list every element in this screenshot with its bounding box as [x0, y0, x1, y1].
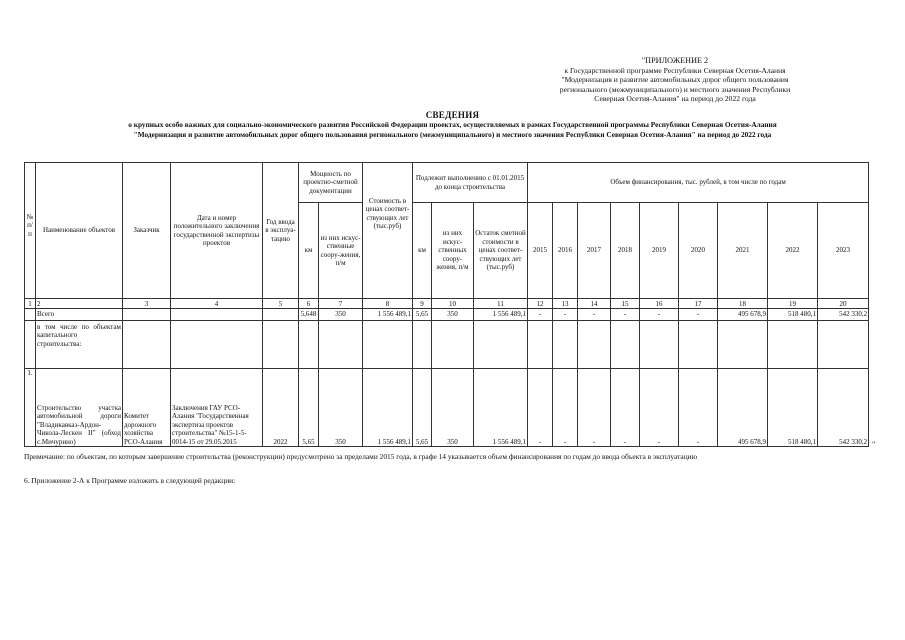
empty-cell: [818, 321, 869, 369]
empty-cell: [718, 321, 768, 369]
total-remain-cost: 1 556 489,1: [474, 309, 528, 321]
total-2022: 518 480,1: [768, 309, 818, 321]
total-customer-cell: [123, 309, 171, 321]
object-name: Строительство участка автомобильной дороги "Владикавказ-Ардон-Чикола-Лескен II" (обход с.Мичурино): [36, 369, 123, 447]
col-number: 1: [25, 299, 36, 309]
object-2017: -: [578, 369, 611, 447]
header-funding-group: Объем финансирования, тыс. рублей, в том числе по годам: [528, 163, 869, 203]
header-year-2015: 2015: [528, 203, 553, 299]
object-num: 1.: [25, 369, 36, 447]
col-number: 19: [768, 299, 818, 309]
projects-table: [24, 162, 869, 447]
empty-cell: [553, 321, 578, 369]
appendix-line-1: к Государственной программе Республики Северная Осетия-Алания: [564, 65, 786, 75]
empty-cell: [171, 321, 263, 369]
object-2019: -: [640, 369, 679, 447]
appendix-line-3: регионального (межмуниципального) и местного значения Республики: [559, 84, 791, 94]
column-numbers-row: [25, 299, 869, 309]
col-number: 6: [299, 299, 319, 309]
object-customer: Комитет дорожного хозяйства РСО-Алания: [123, 369, 171, 447]
appendix-line-2: "Модернизация и развитие автомобильных дорог общего пользования: [561, 75, 789, 85]
total-2021: 495 678,9: [718, 309, 768, 321]
header-expertise: Дата и номер положительного заключения государственной экспертизы проектов: [171, 163, 263, 299]
object-2020: -: [679, 369, 718, 447]
object-remain-struct: 350: [432, 369, 474, 447]
object-2023: 542 330,2: [818, 369, 869, 447]
empty-cell: [123, 321, 171, 369]
appendix-block: [530, 56, 820, 104]
header-num: № п/ п: [25, 163, 36, 299]
col-number: 20: [818, 299, 869, 309]
total-expertise-cell: [171, 309, 263, 321]
document-subtitle-2: "Модернизация и развитие автомобильных дорог общего пользования регионального (межмуниципального) и местного значения Республики Северная Осетия-Алания" на период до 2022 года: [133, 130, 772, 139]
total-2019: -: [640, 309, 679, 321]
empty-cell: [263, 321, 299, 369]
subheader-num-cell: [25, 321, 36, 369]
empty-cell: [299, 321, 319, 369]
document-subtitle-1: о крупных особо важных для социально-экономического развития Российской Федерации проектах, осуществляемых в рамках Государственной программы Республики Северная Осетия-Алания: [128, 120, 777, 129]
total-label: Всего: [36, 309, 123, 321]
object-year: 2022: [263, 369, 299, 447]
header-customer: Заказчик: [123, 163, 171, 299]
header-year-2019: 2019: [640, 203, 679, 299]
header-year-2021: 2021: [718, 203, 768, 299]
object-expertise: Заключения ГАУ РСО-Алания "Государственная экспертиза проектов строительства" №15-1-5-0014-15 от 29.05.2015: [171, 369, 263, 447]
appendix-title: "ПРИЛОЖЕНИЕ 2: [641, 56, 709, 65]
object-2018: -: [611, 369, 640, 447]
subheader-row: [25, 321, 869, 369]
header-year-2020: 2020: [679, 203, 718, 299]
object-remain-cost: 1 556 489,1: [474, 369, 528, 447]
header-capacity-struct: из них искус-ственные соору-жения, п/м: [319, 203, 363, 299]
footnote: Примечание: по объектам, по которым завершение строительства (реконструкции) предусмотрено за пределами 2015 года, в графе 14 указывается объем финансирования по годам до ввода объекта в эксплуатацию: [24, 452, 698, 461]
total-remain-km: 5,65: [413, 309, 432, 321]
empty-cell: [611, 321, 640, 369]
header-year-2016: 2016: [553, 203, 578, 299]
total-remain-struct: 350: [432, 309, 474, 321]
closing-quote: ": [872, 440, 876, 449]
header-year-2022: 2022: [768, 203, 818, 299]
col-number: 2: [36, 299, 123, 309]
empty-cell: [432, 321, 474, 369]
appendix-line-4: Северная Осетия-Алания" на период до 2022 года: [594, 94, 756, 104]
col-number: 7: [319, 299, 363, 309]
object-2016: -: [553, 369, 578, 447]
subheader-label: в том числе по объектам капитального строительства:: [36, 321, 123, 369]
col-number: 10: [432, 299, 474, 309]
empty-cell: [640, 321, 679, 369]
col-number: 4: [171, 299, 263, 309]
col-number: 15: [611, 299, 640, 309]
object-row: [25, 369, 869, 447]
object-remain-km: 5,65: [413, 369, 432, 447]
total-2015: -: [528, 309, 553, 321]
total-row: [25, 309, 869, 321]
empty-cell: [363, 321, 413, 369]
total-2018: -: [611, 309, 640, 321]
header-remain-group: Подлежит выполнению с 01.01.2015 до конца строительства: [413, 163, 528, 203]
empty-cell: [578, 321, 611, 369]
empty-cell: [679, 321, 718, 369]
empty-cell: [319, 321, 363, 369]
col-number: 16: [640, 299, 679, 309]
object-2021: 495 678,9: [718, 369, 768, 447]
header-remain-cost: Остаток сметной стоимости в ценах соответ-ствующих лет (тыс.руб): [474, 203, 528, 299]
col-number: 8: [363, 299, 413, 309]
header-year-2017: 2017: [578, 203, 611, 299]
total-2017: -: [578, 309, 611, 321]
col-number: 11: [474, 299, 528, 309]
amendment-note: 6. Приложение 2-А к Программе изложить в следующей редакции:: [24, 476, 236, 485]
header-capacity-km: км: [299, 203, 319, 299]
object-2022: 518 480,1: [768, 369, 818, 447]
empty-cell: [528, 321, 553, 369]
total-km: 5,648: [299, 309, 319, 321]
col-number: 13: [553, 299, 578, 309]
object-cost: 1 556 489,1: [363, 369, 413, 447]
total-cost: 1 556 489,1: [363, 309, 413, 321]
document-title: СВЕДЕНИЯ: [425, 110, 480, 120]
header-capacity-group: Мощность по проектно-сметной документации: [299, 163, 363, 203]
col-number: 18: [718, 299, 768, 309]
header-year-2023: 2023: [818, 203, 869, 299]
col-number: 5: [263, 299, 299, 309]
header-year: Год ввода в эксплуа-тацию: [263, 163, 299, 299]
col-number: 17: [679, 299, 718, 309]
document-heading: [20, 110, 885, 140]
object-struct: 350: [319, 369, 363, 447]
empty-cell: [474, 321, 528, 369]
object-2015: -: [528, 369, 553, 447]
total-2016: -: [553, 309, 578, 321]
empty-cell: [768, 321, 818, 369]
total-2020: -: [679, 309, 718, 321]
col-number: 14: [578, 299, 611, 309]
total-num-cell: [25, 309, 36, 321]
header-remain-struct: из них искус-ственных соору-жения, п/м: [432, 203, 474, 299]
header-remain-km: км: [413, 203, 432, 299]
col-number: 9: [413, 299, 432, 309]
col-number: 12: [528, 299, 553, 309]
header-row-1: [25, 163, 869, 203]
total-struct: 350: [319, 309, 363, 321]
total-2023: 542 330,2: [818, 309, 869, 321]
header-cost: Стоимость в ценах соответ-ствующих лет (тыс.руб): [363, 163, 413, 299]
col-number: 3: [123, 299, 171, 309]
header-year-2018: 2018: [611, 203, 640, 299]
empty-cell: [413, 321, 432, 369]
total-year-cell: [263, 309, 299, 321]
object-km: 5,65: [299, 369, 319, 447]
header-name: Наименование объектов: [36, 163, 123, 299]
